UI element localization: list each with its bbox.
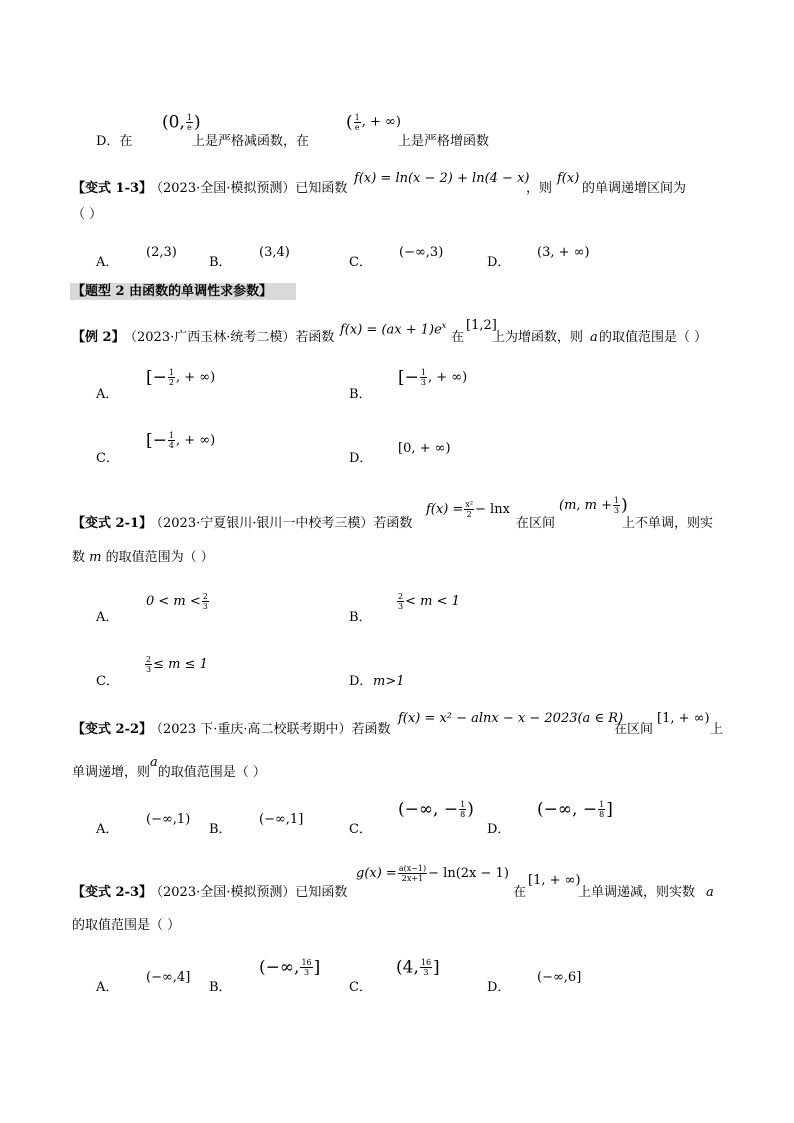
option-b-label: B． [209,822,232,837]
function-formula: f(x) = ln(x − 2) + ln(4 − x) [354,171,530,186]
interval: [1, + ∞) [657,711,710,726]
question-tag: 【变式 2-2】 [72,722,153,737]
question-source: （2023·全国·模拟预测）已知函数 [150,181,348,196]
option-c-label: C． [96,451,119,466]
function-formula: f(x) = $\frac{\text{x²}}{2}$ − lnx [426,500,510,519]
question-tag: 【变式 2-3】 [72,885,153,900]
option-d-value: (3, + ∞) [537,245,590,260]
interval: [1, + ∞) [528,873,581,888]
question-text: ，则 [526,181,553,196]
option-b-label: B． [209,255,232,270]
option-c-value: [− $\frac{1}{4}$ , + ∞) [146,430,216,451]
interval: [1,2] [466,318,497,333]
option-b-label: B． [349,610,372,625]
question-tag: 【变式 2-1】 [72,516,153,531]
question-source: （2023·宁夏银川·银川一中校考三模）若函数 [150,516,413,531]
question-text: 的取值范围是（ ） [72,918,181,933]
function-formula: g(x) = $\frac{a(x-1)}{2x+1}$ − ln(2x − 1) [356,864,509,883]
option-d-label: D． [487,822,511,837]
option-c-label: C． [349,980,372,995]
question-text: 的单调递增区间为 [582,181,687,196]
option-a-value: (−∞,1) [146,812,191,827]
option-d-value: m>1 [373,674,405,689]
variable-a: a [706,885,714,900]
question-source: （2023·全国·模拟预测）已知函数 [150,885,348,900]
function-formula: $f(x) = (ax + 1)e^x$ [340,321,447,338]
option-d-interval-1: (0, $\frac{1}{e}$ ) [162,112,201,133]
question-tag: 【例 2】 [72,330,125,345]
option-a-label: A． [96,980,119,995]
option-c-label: C． [96,674,119,689]
section-header-title: 【题型 2 由函数的单调性求参数】 [72,284,273,299]
option-a-value: 0 < m < $\frac{2}{3}$ [146,592,208,611]
option-d-mid-text: 上是严格减函数，在 [192,134,310,149]
option-c-value: (−∞, − $\frac{1}{8}$ ) [398,799,474,820]
option-b-label: B． [349,387,372,402]
variable-a: a [590,330,598,345]
question-text: 在 [513,885,527,900]
option-a-value: [− $\frac{1}{2}$ , + ∞) [146,367,216,388]
option-b-value: (−∞,1] [259,812,304,827]
question-text: 上为增函数，则 [492,330,584,345]
option-c-value: (4, $\frac{16}{3}$ ] [396,957,440,978]
question-source: （2023·广西玉林·统考二模）若函数 [124,330,335,345]
option-d-label: D． [349,674,373,689]
option-a-label: A． [96,610,119,625]
question-source: （2023 下·重庆·高二校联考期中）若函数 [150,722,391,737]
option-d-label: D． [349,451,373,466]
option-a-label: A． [96,255,119,270]
function-symbol: f(x) [557,171,580,186]
function-formula: f(x) = x² − alnx − x − 2023(a ∈ R) [398,711,624,726]
question-text: 上 [710,722,724,737]
question-text: 上不单调，则实 [622,516,714,531]
option-a-label: A． [96,387,119,402]
option-d-label: D．在 [96,134,133,149]
option-d-interval-2: ( $\frac{1}{e}$ , + ∞) [346,112,401,133]
option-c-label: C． [349,822,372,837]
question-text: 在区间 [614,722,654,737]
question-text: 在区间 [516,516,556,531]
option-c-label: C． [349,255,372,270]
option-c-value: $\frac{2}{3}$ ≤ m ≤ 1 [146,655,208,674]
option-b-label: B． [209,980,232,995]
option-b-value: (−∞, $\frac{16}{3}$ ] [259,957,321,978]
option-d-tail-text: 上是严格增函数 [398,134,490,149]
question-text: 的取值范围是（ ） [599,330,708,345]
option-a-value: (−∞,4] [146,970,191,985]
question-text: 单调递增，则a的取值范围是（ ） [72,755,266,780]
option-b-value: $\frac{2}{3}$ < m < 1 [398,592,460,611]
option-d-label: D． [487,980,511,995]
option-d-value: [0, + ∞) [398,441,451,456]
option-a-label: A． [96,822,119,837]
option-b-value: [− $\frac{1}{3}$ , + ∞) [398,367,468,388]
option-d-label: D． [487,255,511,270]
question-text: 在 [451,330,465,345]
interval: (m, m + $\frac{1}{3}$ ) [559,495,628,516]
option-d-value: (−∞,6] [537,970,582,985]
option-d-value: (−∞, − $\frac{1}{8}$ ] [537,799,613,820]
question-text: 数 m 的取值范围为（ ） [72,550,214,565]
option-b-value: (3,4) [259,245,290,260]
question-tag: 【变式 1-3】 [72,181,153,196]
answer-paren: （ ） [72,207,103,222]
option-a-value: (2,3) [146,245,177,260]
option-c-value: (−∞,3) [399,245,444,260]
question-text: 上单调递减，则实数 [578,885,696,900]
